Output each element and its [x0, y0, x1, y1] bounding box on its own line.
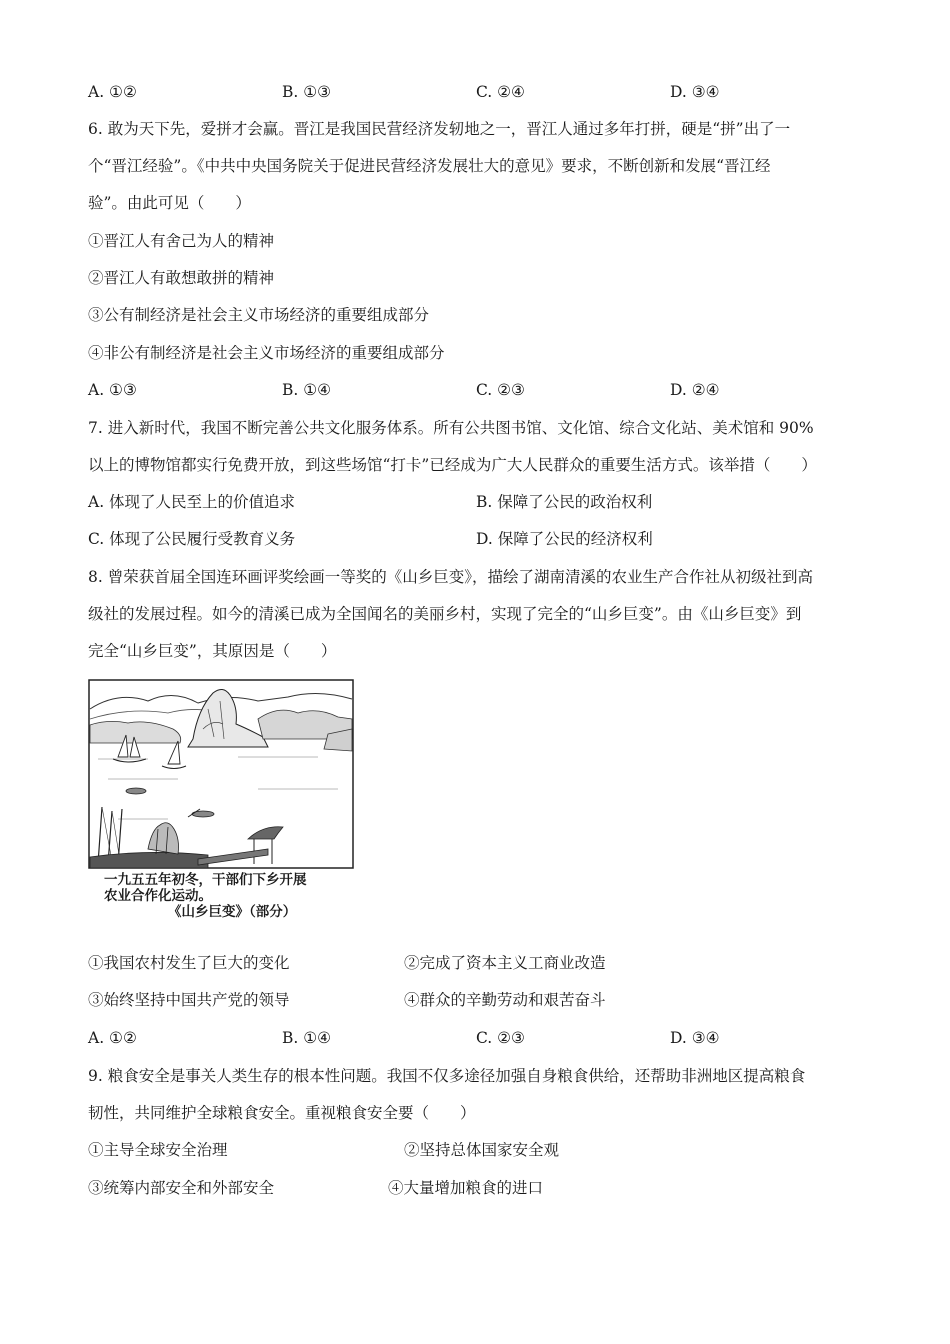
- q8-option-d[interactable]: D. ③④: [670, 1029, 720, 1047]
- q9-stem-line-1: 9. 粮食安全是事关人类生存的根本性问题。我国不仅多途径加强自身粮食供给，还帮助非洲地区提高粮食: [88, 1067, 806, 1085]
- figure-caption-line-1: 一九五五年初冬，干部们下乡开展: [104, 872, 307, 888]
- q6-option-b[interactable]: B. ①④: [282, 381, 332, 399]
- q6-item-2: ②晋江人有敢想敢拼的精神: [88, 269, 275, 287]
- q7-options-row-2: [88, 529, 878, 549]
- q7-option-a[interactable]: A. 体现了人民至上的价值追求: [88, 493, 296, 511]
- q7-stem-line-2: 以上的博物馆都实行免费开放，到这些场馆“打卡”已经成为广大人民群众的重要生活方式。该举措（ ）: [88, 456, 817, 474]
- q9-stem-line-2: 韧性，共同维护全球粮食安全。重视粮食安全要（ ）: [88, 1104, 476, 1122]
- q7-option-d[interactable]: D. 保障了公民的经济权利: [476, 530, 653, 548]
- q8-items-row-1: [88, 953, 878, 973]
- q9-items-row-2: [88, 1178, 878, 1198]
- q8-item-3: ③始终坚持中国共产党的领导: [88, 991, 290, 1009]
- q7-options-row-1: [88, 492, 878, 512]
- q6-item-3: ③公有制经济是社会主义市场经济的重要组成部分: [88, 306, 430, 324]
- q8-item-1: ①我国农村发生了巨大的变化: [88, 954, 290, 972]
- q5-option-b[interactable]: B. ①③: [282, 83, 332, 101]
- q8-items-row-2: [88, 990, 878, 1010]
- q8-item-4: ④群众的辛勤劳动和艰苦奋斗: [404, 991, 606, 1009]
- q5-option-c[interactable]: C. ②④: [476, 83, 525, 101]
- q6-option-a[interactable]: A. ①③: [88, 381, 137, 399]
- q8-options: [88, 1028, 878, 1048]
- q5-option-a[interactable]: A. ①②: [88, 83, 137, 101]
- q9-item-1: ①主导全球安全治理: [88, 1141, 228, 1159]
- q9-items-row-1: [88, 1140, 878, 1160]
- q7-option-b[interactable]: B. 保障了公民的政治权利: [476, 493, 653, 511]
- figure-caption-line-2: 农业合作化运动。: [104, 888, 212, 904]
- q6-option-c[interactable]: C. ②③: [476, 381, 525, 399]
- q9-item-4: ④大量增加粮食的进口: [388, 1179, 544, 1197]
- q5-options: [88, 82, 878, 102]
- q8-stem-line-2: 级社的发展过程。如今的清溪已成为全国闻名的美丽乡村，实现了完全的“山乡巨变”。由《山乡巨变》到: [88, 605, 802, 623]
- q9-item-2: ②坚持总体国家安全观: [404, 1141, 560, 1159]
- q6-options: [88, 380, 878, 400]
- q9-item-3: ③统筹内部安全和外部安全: [88, 1179, 275, 1197]
- q8-option-b[interactable]: B. ①④: [282, 1029, 332, 1047]
- q8-stem-line-3: 完全“山乡巨变”，其原因是（ ）: [88, 642, 337, 660]
- q8-stem-line-1: 8. 曾荣获首届全国连环画评奖绘画一等奖的《山乡巨变》，描绘了湖南清溪的农业生产合作社从初级社到高: [88, 568, 813, 586]
- figure-caption-title: 《山乡巨变》（部分）: [168, 904, 297, 920]
- q8-item-2: ②完成了资本主义工商业改造: [404, 954, 606, 972]
- q7-option-c[interactable]: C. 体现了公民履行受教育义务: [88, 530, 296, 548]
- q8-figure: [88, 679, 354, 920]
- q6-item-4: ④非公有制经济是社会主义市场经济的重要组成部分: [88, 344, 445, 362]
- q6-stem-line-1: 6. 敢为天下先，爱拼才会赢。晋江是我国民营经济发轫地之一，晋江人通过多年打拼，硬是“拼”出了一: [88, 120, 791, 138]
- q6-stem-line-2: 个“晋江经验”。《中共中央国务院关于促进民营经济发展壮大的意见》要求，不断创新和发展“晋江经: [88, 157, 771, 175]
- q7-stem-line-1: 7. 进入新时代，我国不断完善公共文化服务体系。所有公共图书馆、文化馆、综合文化站、美术馆和 90%: [88, 419, 814, 437]
- q8-option-a[interactable]: A. ①②: [88, 1029, 137, 1047]
- q6-item-1: ①晋江人有舍己为人的精神: [88, 232, 275, 250]
- landscape-illustration: [88, 679, 354, 869]
- q5-option-d[interactable]: D. ③④: [670, 83, 720, 101]
- q6-stem-line-3: 验”。由此可见（ ）: [88, 194, 251, 212]
- q8-option-c[interactable]: C. ②③: [476, 1029, 525, 1047]
- q6-option-d[interactable]: D. ②④: [670, 381, 720, 399]
